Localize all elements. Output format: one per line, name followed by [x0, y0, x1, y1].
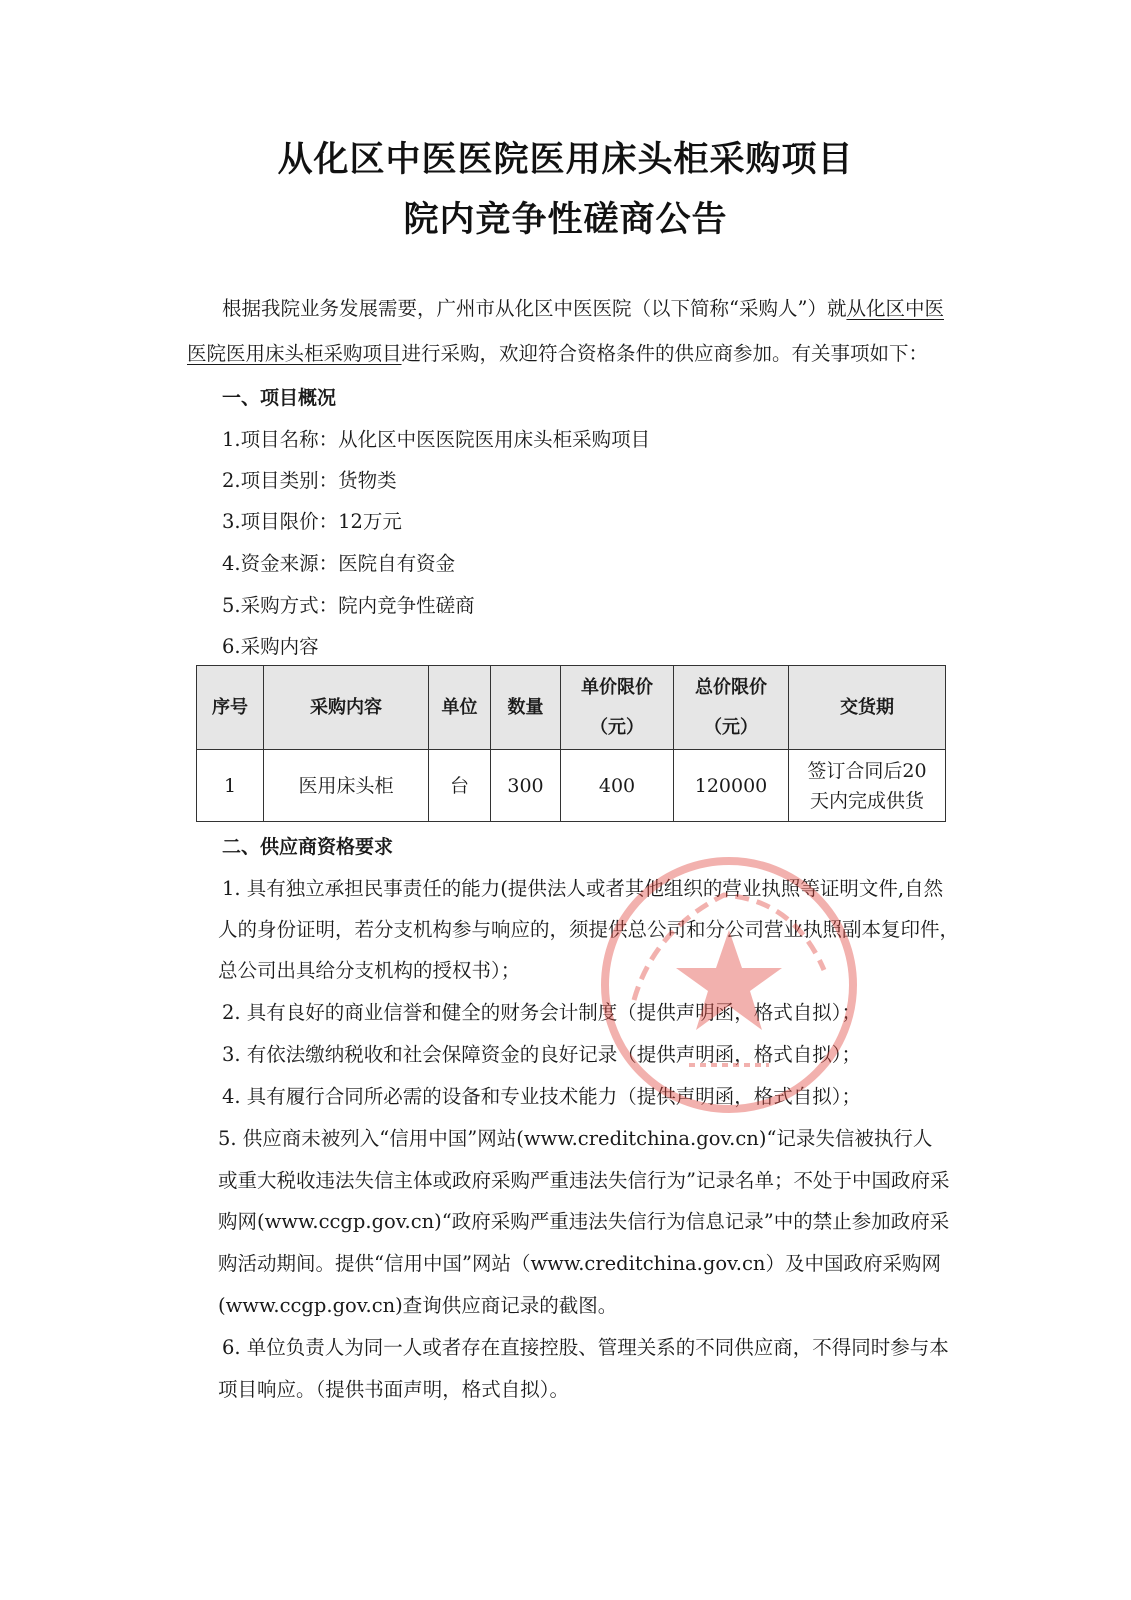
total-price-unit: （元） [704, 716, 758, 738]
requirement-line: 总公司出具给分支机构的授权书）； [218, 959, 521, 982]
requirement-line: 5. 供应商未被列入“信用中国”网站(www.creditchina.gov.cn)“记录失信被执行人 [218, 1127, 933, 1150]
requirement-line: 3. 有依法缴纳税收和社会保障资金的良好记录（提供声明函，格式自拟）； [222, 1043, 862, 1066]
requirement-line: (www.ccgp.gov.cn)查询供应商记录的截图。 [218, 1294, 618, 1317]
procurement-table [196, 665, 946, 822]
project-category: 2.项目类别：货物类 [222, 469, 397, 492]
cell-content: 医用床头柜 [264, 750, 429, 822]
col-header-unit-price [561, 666, 674, 750]
delivery-line-1: 签订合同后20 [807, 759, 927, 782]
col-header-no: 序号 [197, 666, 264, 750]
section1-heading: 一、项目概况 [222, 387, 337, 409]
cell-no: 1 [197, 750, 264, 822]
intro-line-2 [187, 340, 928, 368]
procurement-method: 5.采购方式：院内竞争性磋商 [222, 594, 475, 617]
document-title-line1: 从化区中医医院医用床头柜采购项目 [277, 140, 854, 180]
requirement-line: 6. 单位负责人为同一人或者存在直接控股、管理关系的不同供应商，不得同时参与本 [222, 1336, 949, 1359]
requirement-line: 或重大税收违法失信主体或政府采购严重违法失信行为”记录名单；不处于中国政府采 [218, 1169, 950, 1192]
requirement-line: 2. 具有良好的商业信誉和健全的财务会计制度（提供声明函，格式自拟）； [222, 1001, 862, 1024]
col-header-unit: 单位 [429, 666, 491, 750]
cell-unit: 台 [429, 750, 491, 822]
intro-project-link-b: 医院医用床头柜采购项目 [187, 342, 402, 365]
col-header-delivery: 交货期 [789, 666, 946, 750]
project-price-limit: 3.项目限价：12万元 [222, 510, 402, 533]
table-row [197, 750, 946, 822]
fund-source: 4.资金来源：医院自有资金 [222, 552, 456, 575]
requirement-line: 项目响应。（提供书面声明，格式自拟）。 [218, 1378, 570, 1401]
intro-line-1 [222, 295, 944, 323]
section2-heading: 二、供应商资格要求 [222, 836, 394, 858]
intro-text-b: 进行采购，欢迎符合资格条件的供应商参加。有关事项如下： [401, 342, 929, 365]
delivery-line-2: 天内完成供货 [809, 789, 924, 812]
cell-qty: 300 [491, 750, 561, 822]
cell-delivery [789, 750, 946, 822]
requirement-line: 购活动期间。提供“信用中国”网站（www.creditchina.gov.cn）及中国政府采购网 [218, 1252, 941, 1275]
total-price-label: 总价限价 [695, 676, 767, 698]
intro-text-a: 根据我院业务发展需要，广州市从化区中医医院（以下简称“采购人”）就 [222, 297, 847, 320]
unit-price-unit: （元） [590, 716, 644, 738]
requirement-line: 人的身份证明，若分支机构参与响应的，须提供总公司和分公司营业执照副本复印件， [218, 918, 960, 941]
unit-price-label: 单价限价 [581, 676, 653, 698]
intro-project-link-a: 从化区中医 [846, 297, 944, 320]
table-header-row [197, 666, 946, 750]
col-header-qty: 数量 [491, 666, 561, 750]
cell-total-price: 120000 [674, 750, 789, 822]
cell-unit-price: 400 [561, 750, 674, 822]
requirement-line: 购网(www.ccgp.gov.cn)“政府采购严重违法失信行为信息记录”中的禁止参加政府采 [218, 1210, 950, 1233]
document-title-line2: 院内竞争性磋商公告 [403, 200, 728, 240]
col-header-total-price [674, 666, 789, 750]
col-header-content: 采购内容 [264, 666, 429, 750]
procurement-content-label: 6.采购内容 [222, 635, 319, 658]
requirement-line: 1. 具有独立承担民事责任的能力(提供法人或者其他组织的营业执照等证明文件,自然 [222, 877, 944, 900]
requirement-line: 4. 具有履行合同所必需的设备和专业技术能力（提供声明函，格式自拟）； [222, 1085, 862, 1108]
project-name: 1.项目名称：从化区中医医院医用床头柜采购项目 [222, 428, 651, 451]
